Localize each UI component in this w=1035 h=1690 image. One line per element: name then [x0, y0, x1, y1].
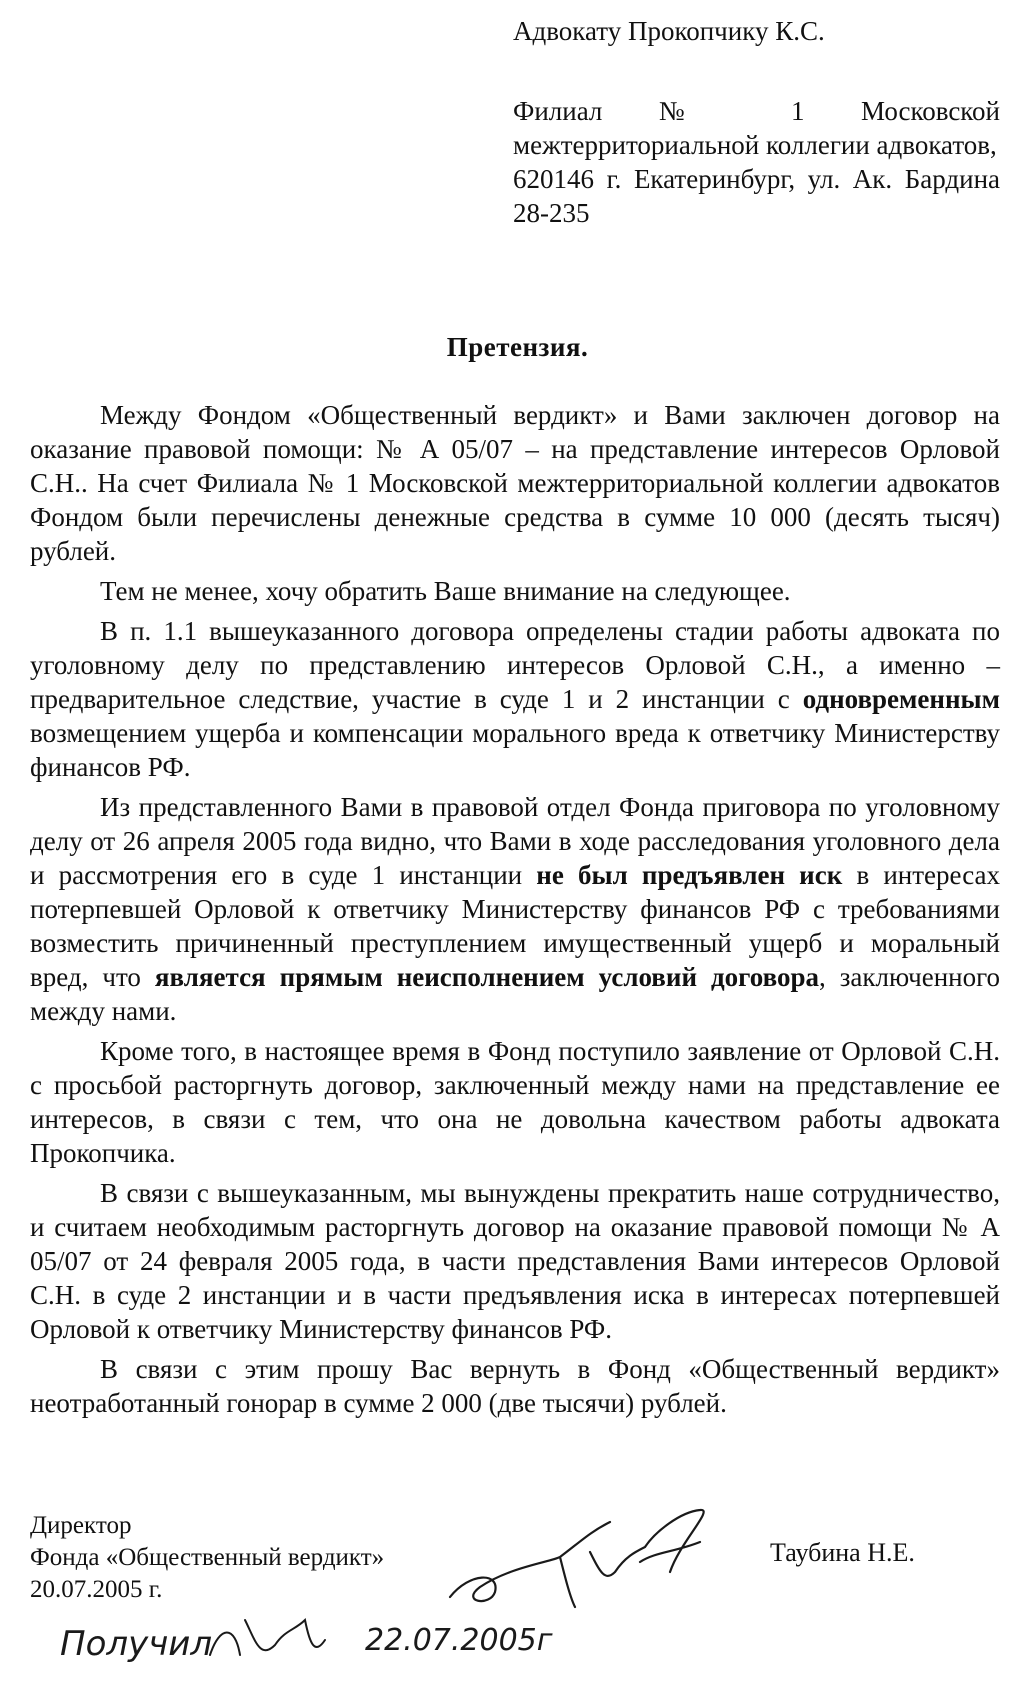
paragraph-termination: В связи с вышеуказанным, мы вынуждены прекратить наше сотрудничество, и считаем необходимым расторгнуть договор на оказание правовой помощи № А 05/07 от 24 февраля 2005 года, в части представления Вами интересов Орловой С.Н. в суде 2 инстанции и в части предъявления иска в интересах потерпевшей Орловой к ответчику Министерству финансов РФ.: [30, 1178, 1000, 1344]
paragraph-attention: Тем не менее, хочу обратить Ваше внимание на следующее.: [100, 576, 791, 606]
text-span: в интересах потерпевшей Орловой к ответчику Министерству финансов РФ с требованиями возместить причиненный преступлением имущественный ущерб и моральный вред, что: [30, 860, 1000, 992]
paragraph-refund-request: В связи с этим прошу Вас вернуть в Фонд «Общественный вердикт» неотработанный гонорар в сумме 2 000 (две тысячи) рублей.: [30, 1354, 1000, 1418]
signer-position: Директор: [30, 1512, 132, 1539]
handwritten-receipt-note: [60, 1600, 620, 1680]
signer-block: [30, 1510, 384, 1606]
bold-text: не был предъявлен иск: [536, 860, 843, 890]
paragraph-contract: Между Фондом «Общественный вердикт» и Вами заключен договор на оказание правовой помощи: № А 05/07 – на представление интересов Орловой С.Н.. На счет Филиала № 1 Московской межтерриториальной коллегии адвокатов Фондом были перечислены денежные средства в сумме 10 000 (десять тысяч) рублей.: [30, 400, 1000, 566]
text-span: В п. 1.1 вышеуказанного договора определены стадии работы адвоката по уголовному делу по представлению интересов Орловой С.Н., а именно – предварительное следствие, участие в суде 1 и 2 инстанции с: [30, 616, 1000, 714]
signer-date: 20.07.2005 г.: [30, 1576, 163, 1603]
document-title: Претензия.: [446, 332, 589, 362]
paragraph-contract-stages: [30, 614, 1000, 784]
signer-name: Таубина Н.Е.: [770, 1538, 915, 1567]
bold-text: является прямым неисполнением условий договора: [154, 962, 819, 992]
paragraph-violation: [30, 790, 1000, 1028]
handwritten-word: Получил: [60, 1624, 213, 1664]
handwritten-date: 22.07.2005г: [365, 1623, 553, 1658]
letter-body: [30, 398, 1000, 1426]
text-span: Из представленного Вами в правовой отдел Фонда приговора по уголовному делу от 26 апреля 2005 года видно, что Вами в ходе расследования уголовного дела и рассмотрения его в суде 1 инстанции: [30, 792, 1000, 890]
handwritten-initials: [210, 1620, 325, 1655]
addressee-address: 620146 г. Екатеринбург, ул. Ак. Бардина 28-235: [513, 164, 1000, 228]
paragraph-client-request: Кроме того, в настоящее время в Фонд поступило заявление от Орловой С.Н. с просьбой расторгнуть договор, заключенный между нами на представление ее интересов, в связи с тем, что она не довольна качеством работы адвоката Прокопчика.: [30, 1036, 1000, 1168]
signer-organization: Фонда «Общественный вердикт»: [30, 1544, 385, 1571]
addressee-name: Адвокату Прокопчику К.С.: [513, 16, 825, 46]
text-span: возмещением ущерба и компенсации морального вреда к ответчику Министерству финансов РФ.: [30, 718, 1000, 782]
addressee-branch: Филиал № 1 Московской межтерриториальной коллегии адвокатов,: [513, 96, 1000, 160]
bold-text: одновременным: [802, 684, 1000, 714]
text-span: , заключенного между нами.: [30, 962, 1001, 1026]
addressee-block: [513, 14, 1000, 230]
